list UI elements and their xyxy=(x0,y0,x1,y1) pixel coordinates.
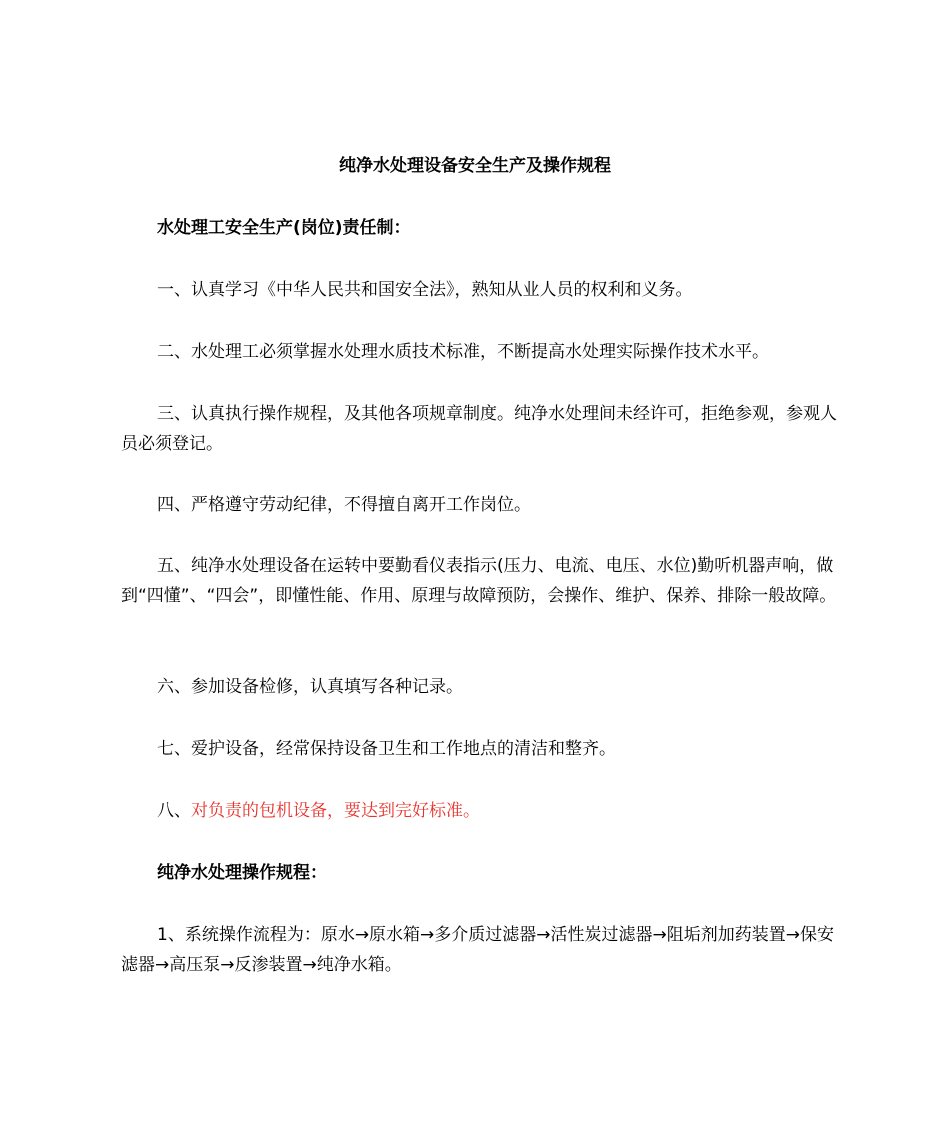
item-1: 一、认真学习《中华人民共和国安全法》，熟知从业人员的权利和义务。 xyxy=(157,280,693,300)
process-step-1: 1、系统操作流程为：原水→原水箱→多介质过滤器→活性炭过滤器→阻垢剂加药装置→保安滤器→高压泵→反渗装置→纯净水箱。 xyxy=(121,925,835,975)
section-heading-responsibility: 水处理工安全生产(岗位)责任制： xyxy=(157,218,411,238)
item-5: 五、纯净水处理设备在运转中要勤看仪表指示(压力、电流、电压、水位)勤听机器声响，做到“四懂”、“四会”，即懂性能、作用、原理与故障预防，会操作、维护、保养、排除一般故障。 xyxy=(121,556,837,606)
document-title: 纯净水处理设备安全生产及操作规程 xyxy=(339,156,611,176)
item-2: 二、水处理工必须掌握水处理水质技术标准，不断提高水处理实际操作技术水平。 xyxy=(157,342,769,362)
item-8-prefix: 八、 xyxy=(157,801,191,821)
item-3: 三、认真执行操作规程，及其他各项规章制度。纯净水处理间未经许可，拒绝参观，参观人员必须登记。 xyxy=(121,404,837,454)
item-8-highlight: 对负责的包机设备，要达到完好标准。 xyxy=(191,801,480,821)
section-heading-operation: 纯净水处理操作规程： xyxy=(157,863,327,883)
item-4: 四、严格遵守劳动纪律，不得擅自离开工作岗位。 xyxy=(157,495,531,515)
item-6: 六、参加设备检修，认真填写各种记录。 xyxy=(157,677,463,697)
item-8 xyxy=(121,796,841,826)
item-7: 七、爱护设备，经常保持设备卫生和工作地点的清洁和整齐。 xyxy=(157,739,616,759)
